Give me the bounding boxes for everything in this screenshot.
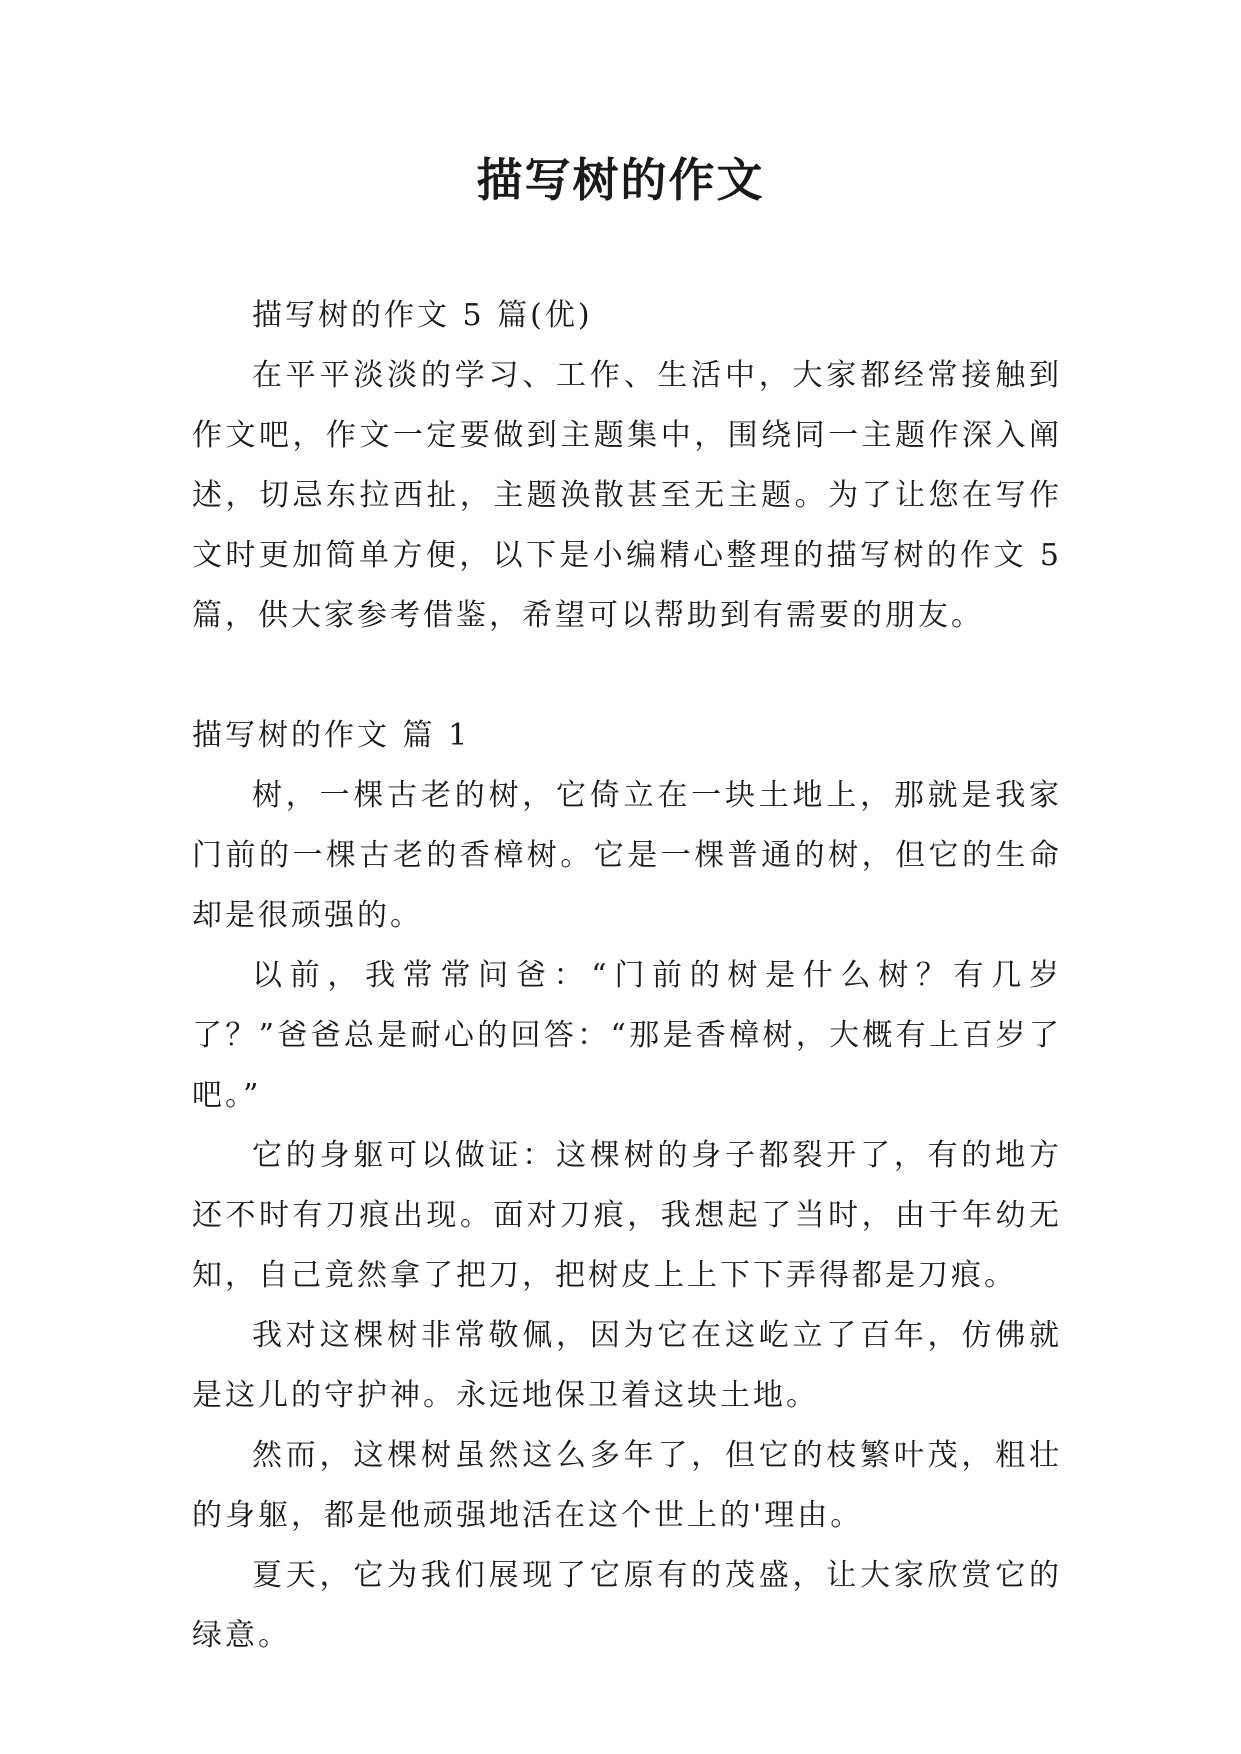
body-paragraph: 以前，我常常问爸：“门前的树是什么树？有几岁了？”爸爸总是耐心的回答：“那是香樟树，大概有上百岁了吧。” xyxy=(192,958,1062,1113)
document-body xyxy=(192,286,1062,1666)
body-paragraph: 我对这棵树非常敬佩，因为它在这屹立了百年，仿佛就是这儿的守护神。永远地保卫着这块土地。 xyxy=(192,1318,1062,1413)
paragraph-spacer xyxy=(192,646,1062,706)
body-paragraph: 夏天，它为我们展现了它原有的茂盛，让大家欣赏它的绿意。 xyxy=(192,1558,1062,1653)
body-paragraph: 树，一棵古老的树，它倚立在一块土地上，那就是我家门前的一棵古老的香樟树。它是一棵普通的树，但它的生命却是很顽强的。 xyxy=(192,778,1062,933)
section-heading: 描写树的作文 篇 1 xyxy=(192,718,471,753)
intro-heading: 描写树的作文 5 篇(优) xyxy=(252,298,593,333)
document-title: 描写树的作文 xyxy=(476,153,765,207)
intro-paragraph: 在平平淡淡的学习、工作、生活中，大家都经常接触到作文吧，作文一定要做到主题集中，围绕同一主题作深入阐述，切忌东拉西扯，主题涣散甚至无主题。为了让您在写作文时更加简单方便，以下是小编精心整理的描写树的作文 5 篇，供大家参考借鉴，希望可以帮助到有需要的朋友。 xyxy=(192,358,1062,633)
body-paragraph: 它的身躯可以做证：这棵树的身子都裂开了，有的地方还不时有刀痕出现。面对刀痕，我想起了当时，由于年幼无知，自己竟然拿了把刀，把树皮上上下下弄得都是刀痕。 xyxy=(192,1138,1062,1293)
body-paragraph: 然而，这棵树虽然这么多年了，但它的枝繁叶茂，粗壮的身躯，都是他顽强地活在这个世上的'理由。 xyxy=(192,1438,1062,1533)
